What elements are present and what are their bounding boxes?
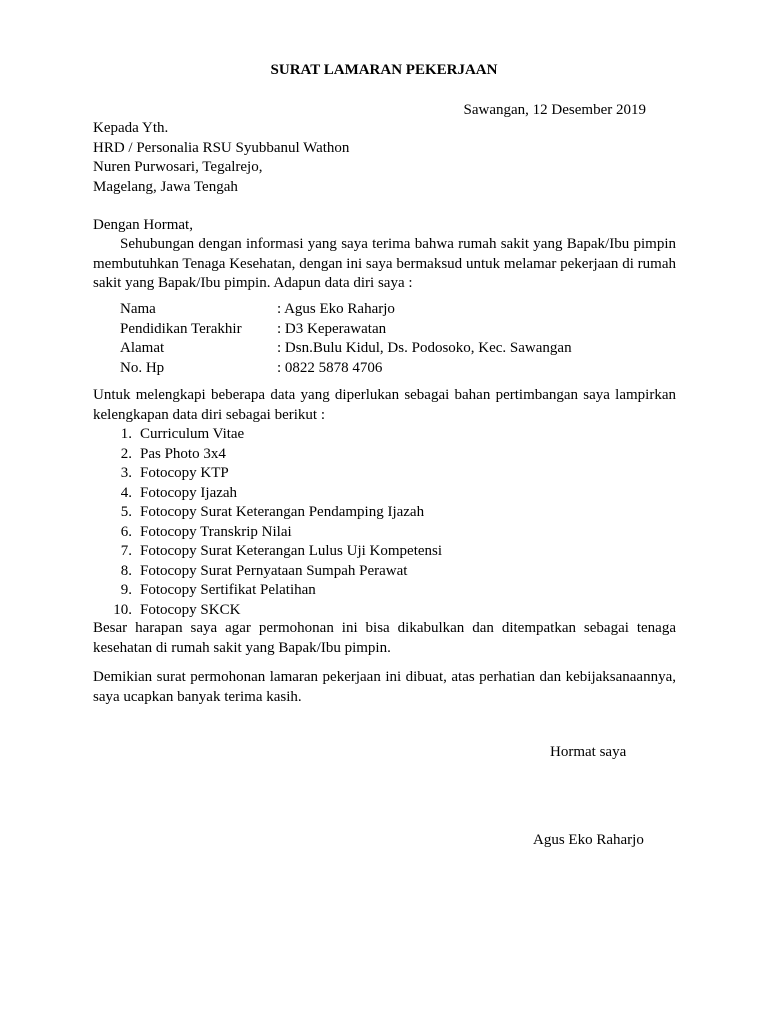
closing-salutation: Hormat saya xyxy=(550,744,627,760)
list-item xyxy=(93,523,442,543)
info-value: : Agus Eko Raharjo xyxy=(277,301,395,317)
info-label: Pendidikan Terakhir xyxy=(120,320,242,337)
list-item xyxy=(93,562,442,582)
list-number: 1. xyxy=(120,426,132,442)
recipient-line: Nuren Purwosari, Tegalrejo, xyxy=(93,159,263,175)
info-label: Nama xyxy=(120,301,156,317)
list-item xyxy=(93,425,442,445)
list-number: 9. xyxy=(120,582,132,598)
greeting: Dengan Hormat, xyxy=(93,217,193,233)
list-number: 7. xyxy=(120,543,132,559)
list-number: 3. xyxy=(120,465,132,481)
list-item xyxy=(93,503,442,523)
recipient-line: Kepada Yth. xyxy=(93,120,169,136)
list-text: Fotocopy Ijazah xyxy=(140,484,238,501)
list-text: Fotocopy Sertifikat Pelatihan xyxy=(140,582,316,598)
list-item xyxy=(93,445,442,465)
list-text: Fotocopy Surat Pernyataan Sumpah Perawat xyxy=(140,562,408,579)
list-text: Pas Photo 3x4 xyxy=(140,445,226,462)
list-text: Fotocopy KTP xyxy=(140,465,229,481)
recipient-line: HRD / Personalia RSU Syubbanul Wathon xyxy=(93,139,350,156)
list-number: 4. xyxy=(120,484,132,501)
list-text: Fotocopy Surat Keterangan Lulus Uji Kompetensi xyxy=(140,543,443,559)
info-row xyxy=(120,320,572,340)
list-text: Fotocopy Transkrip Nilai xyxy=(140,523,292,540)
list-item xyxy=(93,464,442,484)
letter-title: SURAT LAMARAN PEKERJAAN xyxy=(270,62,498,78)
attachments-paragraph: Untuk melengkapi beberapa data yang diperlukan sebagai bahan pertimbangan saya lampirkan kelengkapan data diri sebagai berikut : xyxy=(93,387,676,423)
list-number: 10. xyxy=(113,601,132,618)
intro-paragraph-text: Sehubungan dengan informasi yang saya terima bahwa rumah sakit yang Bapak/Ibu pimpin membutuhkan Tenaga Kesehatan, dengan ini saya bermaksud untuk melamar pekerjaan di rumah sakit yang Bapak/Ibu pimpin. Adapun data diri saya : xyxy=(93,236,676,291)
attachments-list xyxy=(93,425,442,620)
list-item xyxy=(93,542,442,562)
recipient-block xyxy=(93,119,349,197)
info-value: : 0822 5878 4706 xyxy=(277,359,383,376)
signer-name: Agus Eko Raharjo xyxy=(533,832,644,848)
list-number: 6. xyxy=(120,523,132,540)
info-row xyxy=(120,339,572,359)
hope-paragraph: Besar harapan saya agar permohonan ini bisa dikabulkan dan ditempatkan sebagai tenaga kesehatan di rumah sakit yang Bapak/Ibu pimpin. xyxy=(93,620,676,656)
info-value: : D3 Keperawatan xyxy=(277,320,387,337)
list-text: Fotocopy SKCK xyxy=(140,601,241,618)
list-text: Fotocopy Surat Keterangan Pendamping Ijazah xyxy=(140,504,425,520)
recipient-line: Magelang, Jawa Tengah xyxy=(93,178,238,195)
list-number: 5. xyxy=(120,504,132,520)
list-item xyxy=(93,484,442,504)
personal-info xyxy=(120,300,572,378)
list-item xyxy=(93,581,442,601)
list-number: 2. xyxy=(120,445,132,462)
info-row xyxy=(120,359,572,379)
letter-date: Sawangan, 12 Desember 2019 xyxy=(463,102,646,118)
info-label: No. Hp xyxy=(120,359,165,376)
list-text: Curriculum Vitae xyxy=(140,426,245,442)
info-value: : Dsn.Bulu Kidul, Ds. Podosoko, Kec. Sawangan xyxy=(277,340,572,356)
info-label: Alamat xyxy=(120,340,165,356)
list-item xyxy=(93,601,442,621)
closing-paragraph: Demikian surat permohonan lamaran pekerjaan ini dibuat, atas perhatian dan kebijaksanaannya, saya ucapkan banyak terima kasih. xyxy=(93,669,676,705)
list-number: 8. xyxy=(120,562,132,579)
intro-paragraph xyxy=(93,235,676,294)
info-row xyxy=(120,300,572,320)
